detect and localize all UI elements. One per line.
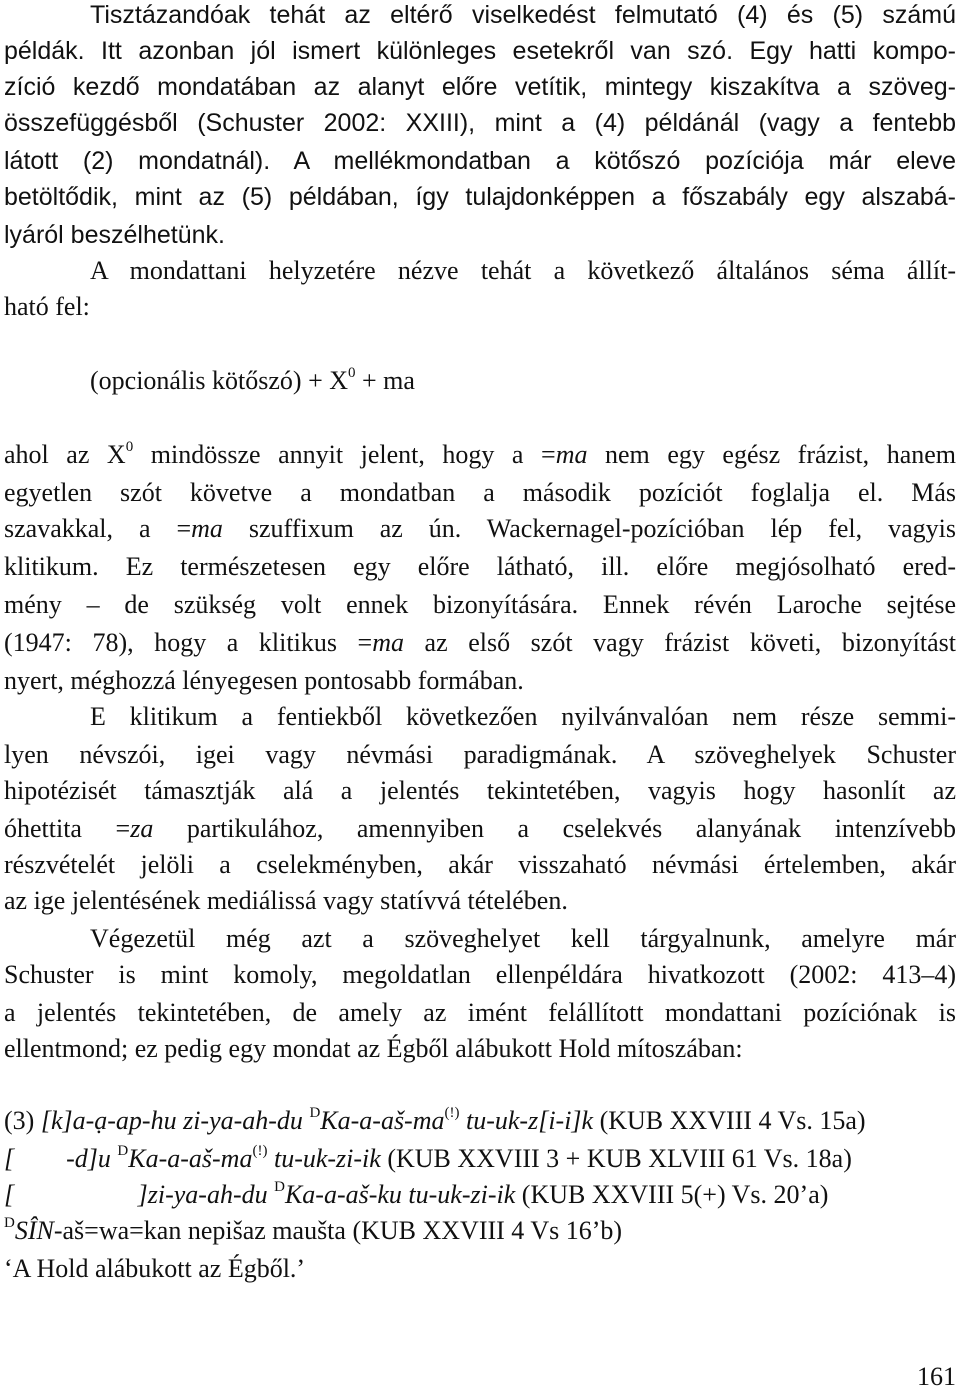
text-line: ellentmond; ez pedig egy mondat az Égből alábukott Hold mítoszában: xyxy=(4,1034,743,1063)
page-number: 161 xyxy=(917,1362,956,1391)
text-line: részvételét jelöli a cselekményben, akár visszaható névmási értelemben, akár xyxy=(4,850,956,879)
text-line: szavakkal, a =ma szuffixum az ún. Wackernagel-pozícióban lép fel, vagyis xyxy=(4,514,956,543)
text-line: egyetlen szót követve a mondatban a második pozíciót foglalja el. Más xyxy=(4,478,956,507)
text-line: ható fel: xyxy=(4,292,90,321)
text-line: nyert, méghozzá lényegesen pontosabb formában. xyxy=(4,666,524,695)
text-line: összefüggésből (Schuster 2002: XXIII), mint a (4) példánál (vagy a fentebb xyxy=(4,109,956,137)
text-line: A mondattani helyzetére nézve tehát a következő általános séma állít- xyxy=(90,256,956,285)
text-line: (1947: 78), hogy a klitikus =ma az első szót vagy frázist követi, bizonyítást xyxy=(4,628,956,657)
text-line: ahol az $X^0$ mindössze annyit jelent, hogy a =ma nem egy egész frázist, hanem xyxy=(4,439,956,469)
text-line: hipotézisét támasztják alá a jelentés tekintetében, vagyis hogy hasonlít az xyxy=(4,776,956,805)
text-line: mény – de szükség volt ennek bizonyítására. Ennek révén Laroche sejtése xyxy=(4,590,956,619)
text-line: Schuster is mint komoly, megoldatlan ellenpéldára hivatkozott (2002: 413–4) xyxy=(4,960,956,989)
text-line: E klitikum a fentiekből következően nyilvánvalóan nem része semmi- xyxy=(90,702,956,731)
text-line: klitikum. Ez természetesen egy előre látható, ill. előre megjósolható ered- xyxy=(4,552,956,581)
text-line: Végezetül még azt a szöveghelyet kell tárgyalnunk, amelyre már xyxy=(90,924,956,953)
text-line: betöltődik, mint az (5) példában, így tulajdonképpen a főszabály egy alszabá- xyxy=(4,183,956,211)
text-line: (opcionális kötőszó) + $X^0$ + ma xyxy=(90,365,415,395)
text-line: példák. Itt azonban jól ismert különleges esetekről van szó. Egy hatti kompo- xyxy=(4,37,956,65)
text-line: ‘A Hold alábukott az Égből.’ xyxy=(4,1254,306,1283)
text-line: óhettita =za partikulához, amennyiben a cselekvés alanyának intenzívebb xyxy=(4,814,957,843)
text-line: az ige jelentésének mediálissá vagy statívvá tételében. xyxy=(4,886,568,915)
text-line: zíció kezdő mondatában az alanyt előre vetítik, mintegy kiszakítva a szöveg- xyxy=(4,73,956,101)
text-line: lyen névszói, igei vagy névmási paradigmának. A szöveghelyek Schuster xyxy=(4,740,956,769)
text-line: lyáról beszélhetünk. xyxy=(4,221,225,249)
text-line: a jelentés tekintetében, de amely az imént felállított mondattani pozíciónak is xyxy=(4,998,956,1027)
text-line: Tisztázandóak tehát az eltérő viselkedést felmutató (4) és (5) számú xyxy=(90,1,956,29)
text-line: [ ]zi-ya-ah-du $^D$Ka-a-aš-ku tu-uk-zi-ik (KUB XXVIII 5(+) Vs. 20’a) xyxy=(4,1179,829,1209)
text-line: (3) [k]a-ạ-ap-hu zi-ya-ah-du $^D$Ka-a-aš-ma(!) tu-uk-z[i-i]k (KUB XXVIII 4 Vs. 15a) xyxy=(4,1105,866,1135)
text-line: látott (2) mondatnál). A mellékmondatban a kötőszó pozíciója már eleve xyxy=(4,147,956,175)
text-line: [ -d]u $^D$Ka-a-aš-ma(!) tu-uk-zi-ik (KUB XXVIII 3 + KUB XLVIII 61 Vs. 18a) xyxy=(4,1143,852,1173)
text-line: $^D$SÎN-aš=wa=kan nepišaz maušta (KUB XXVIII 4 Vs 16’b) xyxy=(4,1215,623,1245)
